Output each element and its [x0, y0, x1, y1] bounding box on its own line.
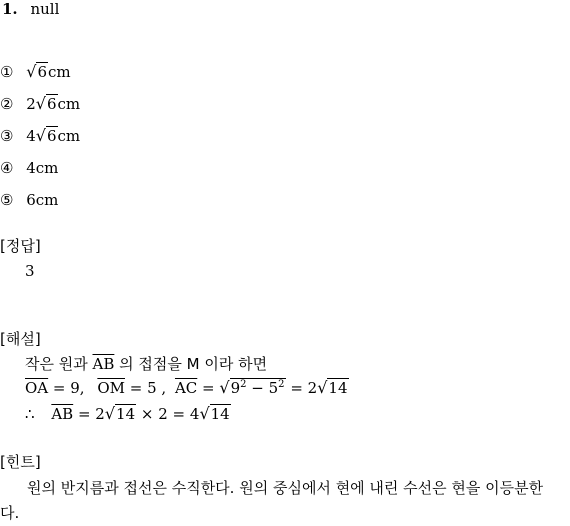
segment-ab: $\overline{AB}$: [92, 355, 115, 373]
choice-1: [0, 62, 71, 81]
hint-text: 원의 반지름과 접선은 수직한다. 원의 중심에서 현에 내린 수선은 현을 이등분한다.: [0, 479, 544, 522]
sqrt-symbol: √14: [317, 378, 348, 397]
choice-4: [0, 159, 58, 177]
answer-value: 3: [25, 262, 35, 280]
solution-line-1: 작은 원과 $\overline{AB}$ 의 접점을 M 이라 하면: [25, 355, 268, 373]
segment-oa: $\overline{OA}$: [25, 379, 49, 397]
answer-label: [정답]: [0, 237, 41, 255]
choice-value: 4√6cm: [26, 126, 81, 145]
sqrt-symbol: √6: [26, 62, 47, 81]
hint-label: [힌트]: [0, 453, 41, 471]
choice-mark: ②: [0, 95, 14, 113]
sqrt-symbol: √6: [35, 94, 57, 113]
segment-ab: $\overline{AB}$: [51, 405, 74, 423]
choice-value: 4cm: [26, 159, 59, 177]
segment-ac: $\overline{AC}$: [174, 379, 198, 397]
choice-3: [0, 126, 80, 145]
choice-value: 6cm: [26, 191, 59, 209]
choice-value: 2√6cm: [26, 94, 81, 113]
segment-om: $\overline{OM}$: [97, 379, 125, 397]
choice-mark: ④: [0, 159, 14, 177]
sqrt-symbol: $√9^2 - 5^2$: [219, 378, 285, 397]
sqrt-symbol: √14: [104, 404, 136, 423]
therefore-symbol: ∴: [25, 405, 35, 423]
solution-line-2: $\overline{OA} = 9$, $\overline{OM} = 5$ , $\overline{AC} = √9^2 - 5^2 = 2√14$: [25, 378, 348, 397]
choice-mark: ③: [0, 127, 14, 145]
choice-mark: ⑤: [0, 191, 14, 209]
choice-2: [0, 94, 80, 113]
choice-5: [0, 191, 58, 209]
sqrt-symbol: √14: [199, 404, 230, 423]
sqrt-symbol: √6: [35, 126, 57, 145]
question-header: [2, 0, 59, 18]
choice-value: √6cm: [26, 62, 71, 81]
solution-label: [해설]: [0, 330, 41, 348]
question-number: 1.: [2, 0, 18, 18]
choice-mark: ①: [0, 63, 14, 81]
question-text: null: [30, 0, 60, 18]
solution-line-3: ∴ $\overline{AB} = 2√14 \times 2 = 4√14$: [25, 404, 230, 423]
